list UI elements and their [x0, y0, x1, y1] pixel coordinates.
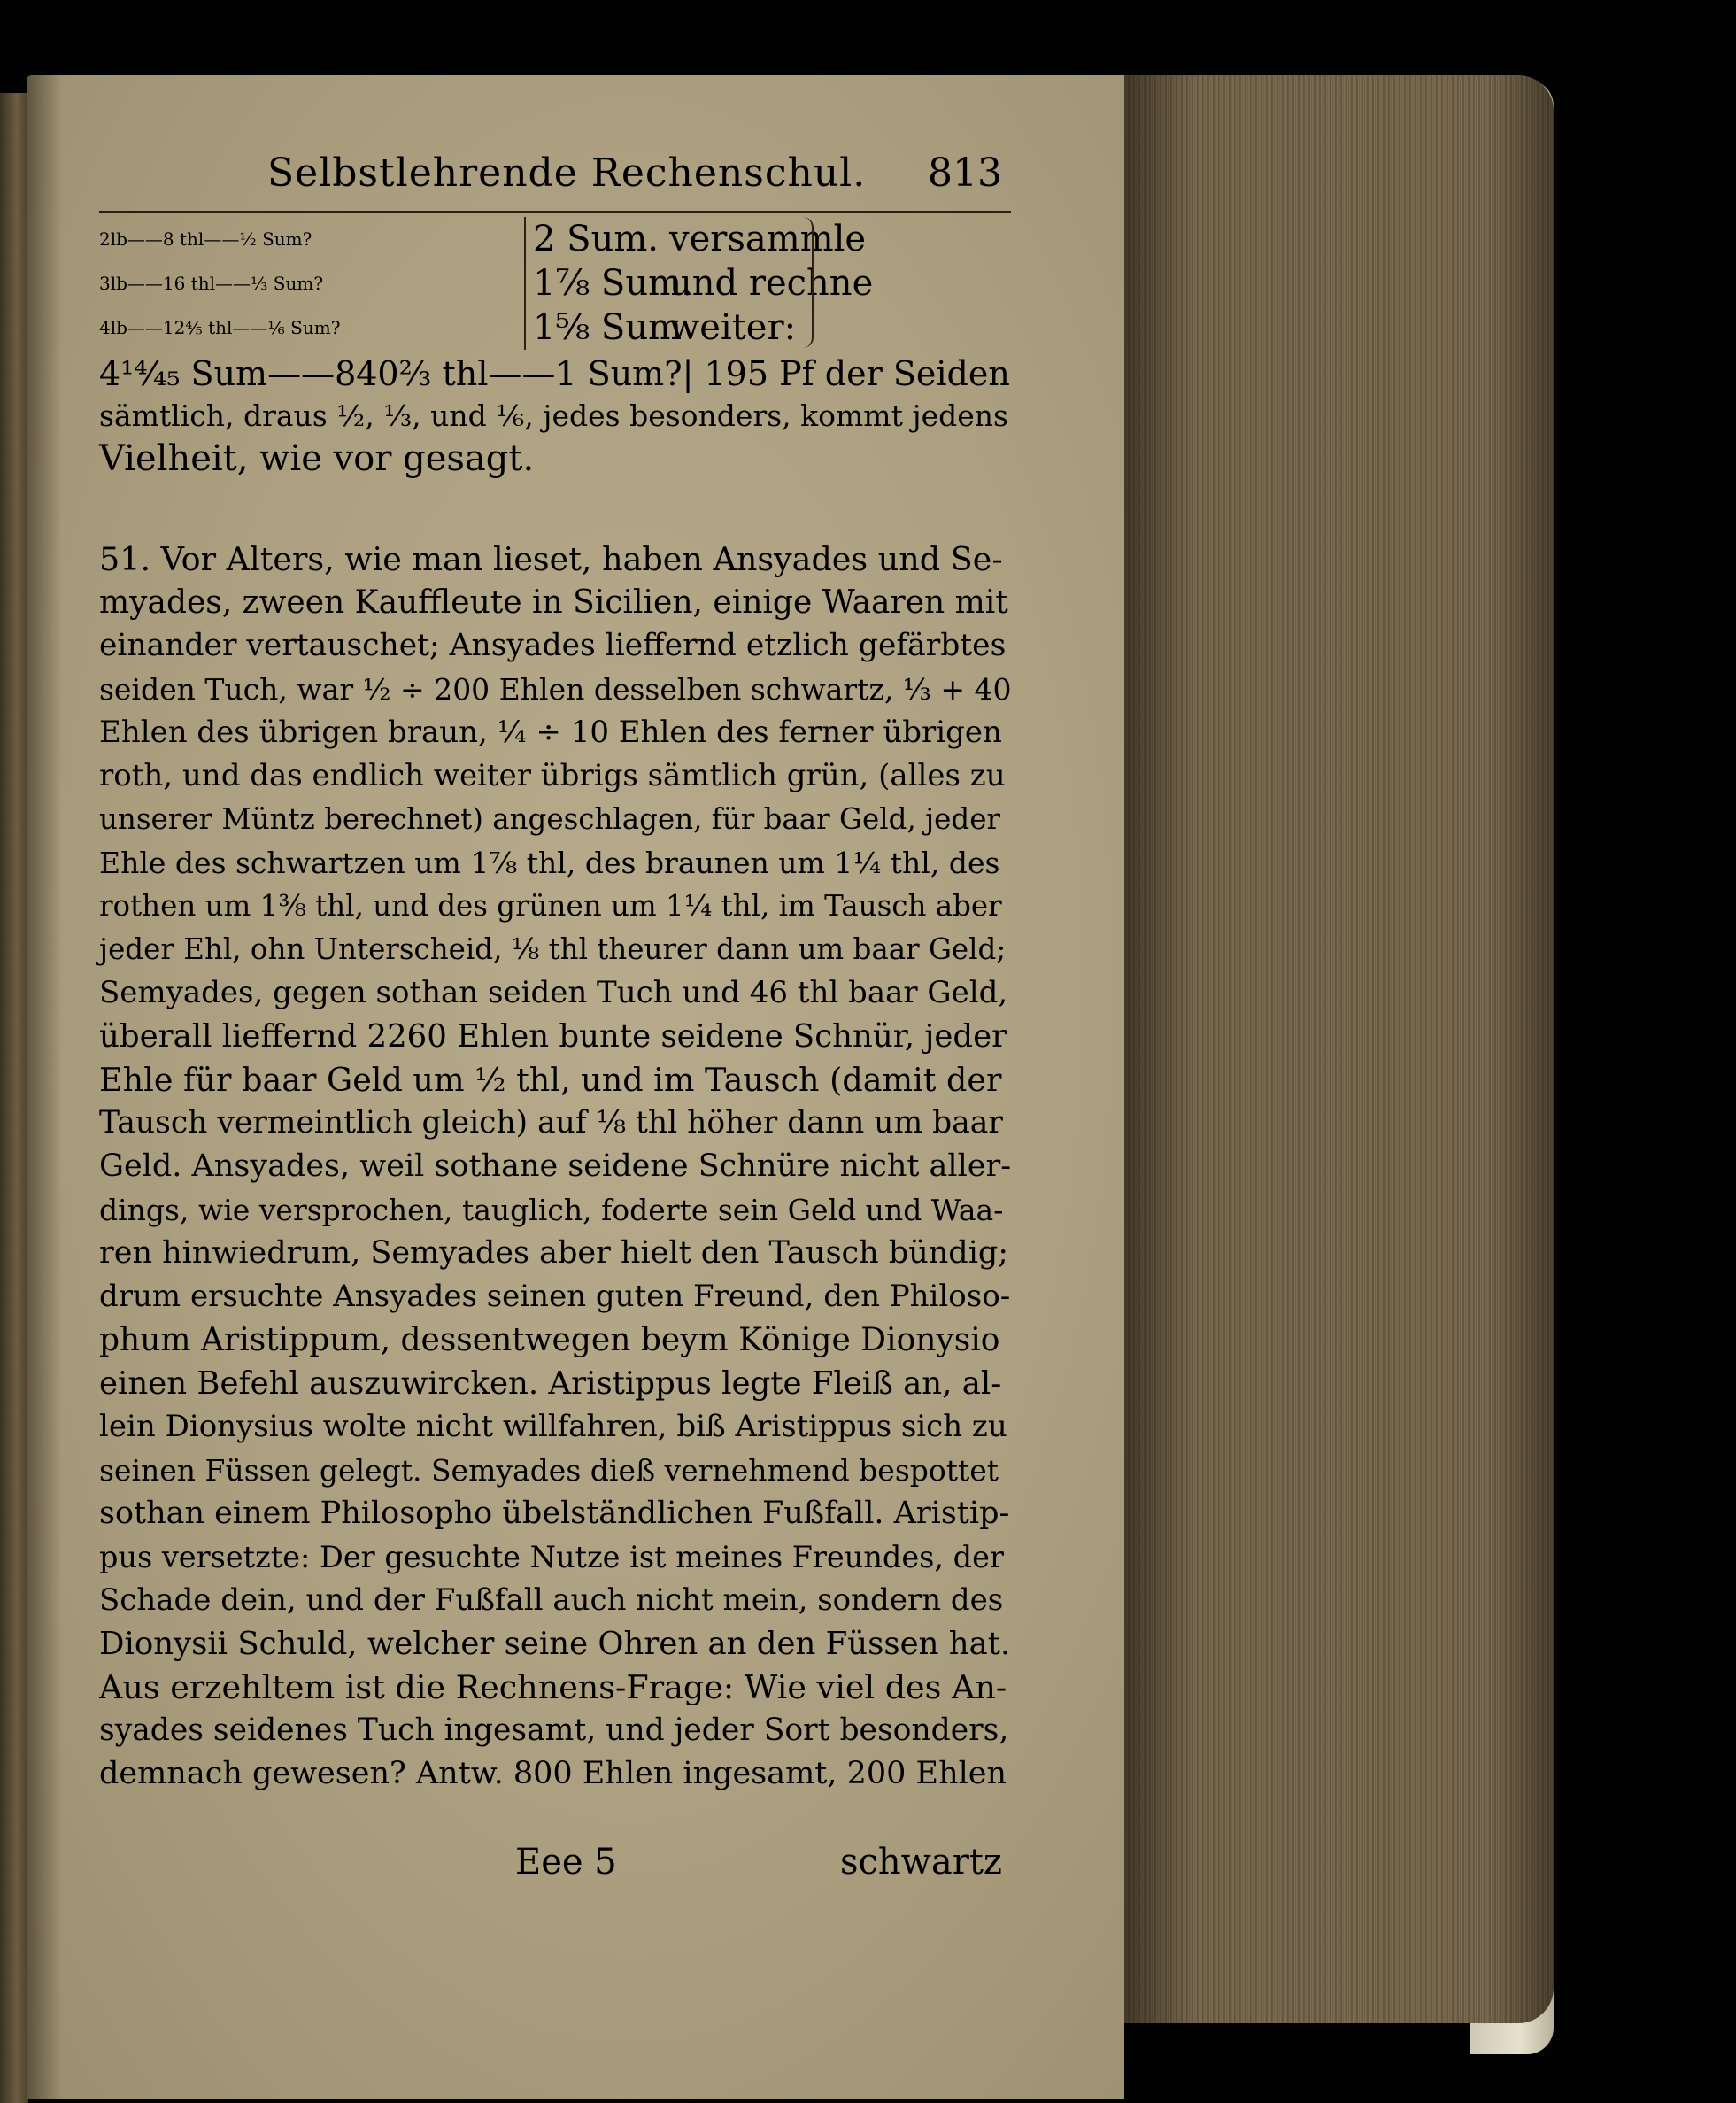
table-cell-right: versammle: [669, 219, 867, 259]
table-row: [99, 305, 1011, 350]
text-line: ren hinwiedrum, Semyades aber hielt den Tausch bündig;: [99, 1235, 1009, 1271]
text-line: sämtlich, draus ½, ⅓, und ⅙, jedes besonders, kommt jedens: [99, 398, 1008, 433]
page-footer: [99, 1842, 1011, 1886]
text-line: Schade dein, und der Fußfall auch nicht mein, sondern des: [99, 1582, 1004, 1618]
page-gutter-shadow: [27, 75, 62, 2099]
left-cover-edge: [0, 93, 28, 2103]
signature-mark: Eee 5: [515, 1842, 617, 1883]
text-line: rothen um 1⅜ thl, und des grünen um 1¼ thl, im Tausch aber: [99, 889, 1002, 923]
running-title: Selbstlehrende Rechenschul.: [267, 151, 867, 196]
text-line: Geld. Ansyades, weil sothane seidene Schnüre nicht aller-: [99, 1148, 1012, 1184]
intro-paragraph: [99, 352, 1011, 480]
text-line: phum Aristippum, dessentwegen beym Könige Dionysio: [99, 1322, 1000, 1358]
text-line: Tausch vermeintlich gleich) auf ⅛ thl höher dann um baar: [99, 1105, 1003, 1140]
proportion-table: [99, 217, 1011, 350]
text-line: syades seidenes Tuch ingesamt, und jeder Sort besonders,: [99, 1713, 1009, 1748]
text-line: unserer Müntz berechnet) angeschlagen, für baar Geld, jeder: [99, 802, 1000, 836]
text-line: Ehlen des übrigen braun, ¼ ÷ 10 Ehlen des ferner übrigen: [99, 715, 1002, 750]
table-cell-left: 2lb——8 thl——½ Sum?: [99, 228, 312, 250]
table-cell-right: und rechne: [669, 263, 874, 304]
text-line: myades, zween Kauffleute in Sicilien, einige Waaren mit: [99, 584, 1008, 621]
page-number: 813: [928, 151, 1002, 196]
text-line: Dionysii Schuld, welcher seine Ohren an den Füssen hat.: [99, 1626, 1011, 1662]
table-cell-mid: 1⅝ Sum: [524, 305, 657, 350]
text-line: drum ersuchte Ansyades seinen guten Freund, den Philoso-: [99, 1279, 1011, 1314]
text-line: überall lieffernd 2260 Ehlen bunte seidene Schnür, jeder: [99, 1018, 1007, 1055]
text-line: seinen Füssen gelegt. Semyades dieß vernehmend bespottet: [99, 1453, 999, 1488]
text-line: sothan einem Philosopho übelständlichen Fußfall. Aristip-: [99, 1496, 1010, 1531]
table-cell-left: 3lb——16 thl——⅓ Sum?: [99, 273, 324, 294]
text-line: einen Befehl auszuwircken. Aristippus legte Fleiß an, al-: [99, 1365, 1002, 1402]
table-cell-right: weiter:: [669, 307, 797, 348]
text-line: Vielheit, wie vor gesagt.: [99, 438, 535, 479]
table-row: [99, 217, 1011, 261]
header-rule: [99, 211, 1011, 213]
text-line: Semyades, gegen sothan seiden Tuch und 46 thl baar Geld,: [99, 975, 1008, 1010]
page-header: [99, 151, 1011, 207]
text-line: roth, und das endlich weiter übrigs sämtlich grün, (alles zu: [99, 758, 1006, 793]
text-line: Aus erzehltem ist die Rechnens-Frage: Wie viel des An-: [99, 1668, 1007, 1706]
text-line: pus versetzte: Der gesuchte Nutze ist meines Freundes, der: [99, 1540, 1004, 1574]
text-line: einander vertauschet; Ansyades lieffernd etzlich gefärbtes: [99, 628, 1007, 663]
text-line: dings, wie versprochen, tauglich, foderte sein Geld und Waa-: [99, 1193, 1004, 1227]
table-brace: [803, 217, 814, 348]
catchword: schwartz: [839, 1842, 1002, 1883]
text-line: lein Dionysius wolte nicht willfahren, biß Aristippus sich zu: [99, 1409, 1007, 1444]
page-block-shade: [1120, 75, 1554, 2023]
table-cell-left: 4lb——12⅘ thl——⅙ Sum?: [99, 317, 341, 338]
text-line: demnach gewesen? Antw. 800 Ehlen ingesamt, 200 Ehlen: [99, 1756, 1007, 1791]
table-row: [99, 261, 1011, 305]
text-line: Ehle für baar Geld um ½ thl, und im Tausch (damit der: [99, 1061, 1002, 1099]
problem-paragraph: [99, 537, 1011, 1796]
text-line: 51. Vor Alters, wie man lieset, haben Ansyades und Se-: [99, 540, 1003, 578]
table-cell-mid: 1⅞ Sum.: [524, 261, 657, 305]
table-cell-mid: 2 Sum.: [524, 217, 657, 261]
text-line: Ehle des schwartzen um 1⅞ thl, des braunen um 1¼ thl, des: [99, 846, 1000, 880]
text-line: jeder Ehl, ohn Unterscheid, ⅛ thl theurer dann um baar Geld;: [99, 932, 1007, 966]
text-line: 4¹⁴⁄₄₅ Sum——840⅔ thl——1 Sum?| 195 Pf der Seiden: [99, 354, 1010, 393]
text-line: seiden Tuch, war ½ ÷ 200 Ehlen desselben schwartz, ⅓ + 40: [99, 672, 1012, 707]
